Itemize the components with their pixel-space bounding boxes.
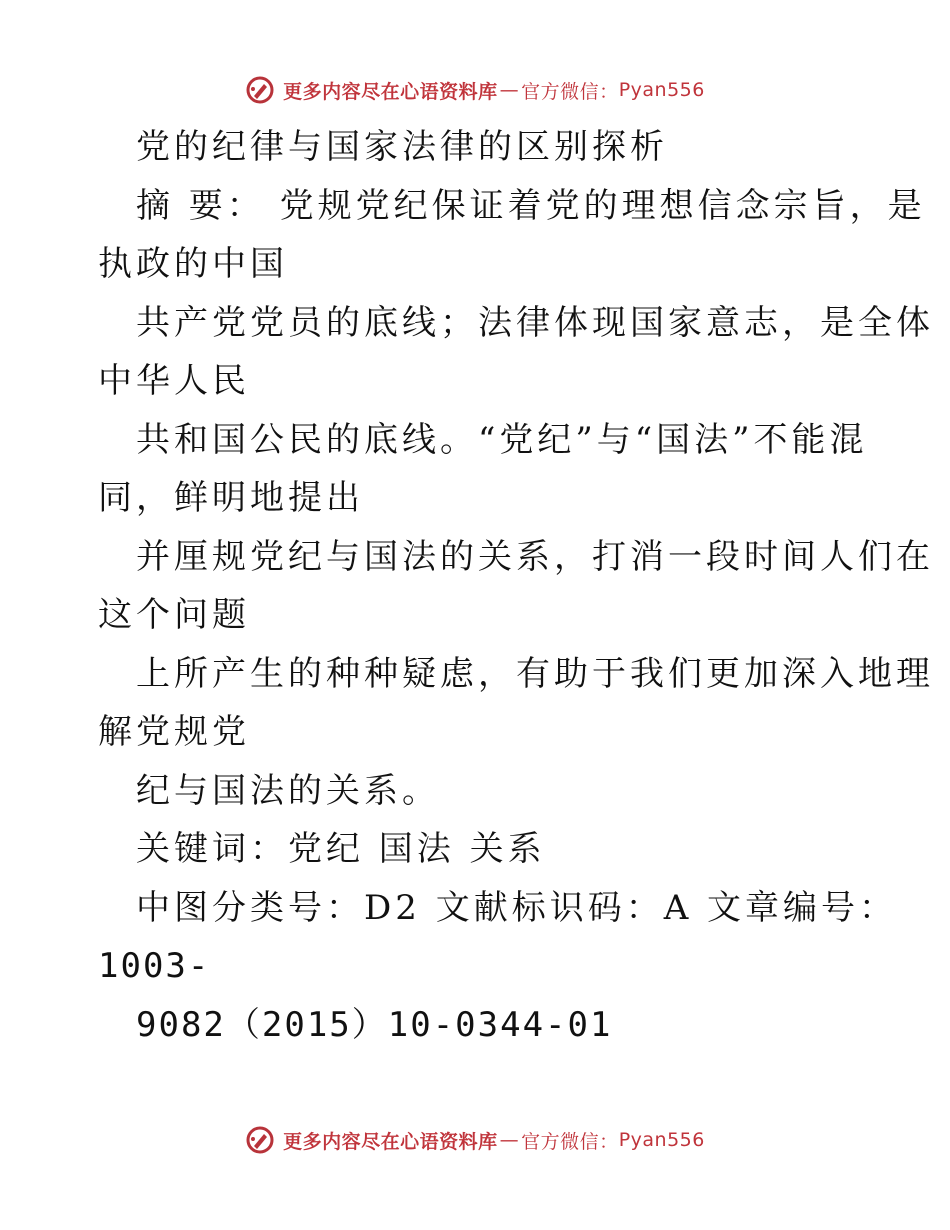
watermark-wechat-id: Pyan556 xyxy=(618,79,705,101)
watermark-wechat-id: Pyan556 xyxy=(618,1129,705,1151)
document-body xyxy=(98,118,934,1054)
abstract-line: 同，鲜明地提出 xyxy=(98,478,364,518)
document-title: 党的纪律与国家法律的区别探析 xyxy=(136,127,668,167)
abstract-line: 上所产生的种种疑虑，有助于我们更加深入地理 xyxy=(136,653,934,694)
abstract-line: 纪与国法的关系。 xyxy=(136,770,440,811)
abstract-line: 解党规党 xyxy=(98,712,250,752)
watermark-wechat-label: 官方微信： xyxy=(521,80,619,103)
footer-watermark xyxy=(0,1120,950,1160)
article-number-line: 1003- xyxy=(98,946,211,986)
abstract-line: 共产党党员的底线；法律体现国家意志，是全体 xyxy=(136,302,934,343)
abstract-line: 共和国公民的底线。“党纪”与“国法”不能混 xyxy=(136,419,868,460)
header-watermark xyxy=(0,70,950,110)
abstract-line: 摘 要： 党规党纪保证着党的理想信念宗旨，是 xyxy=(136,185,926,226)
brand-pen-logo-icon xyxy=(245,75,275,105)
watermark-brand-text: 更多内容尽在心语资料库 xyxy=(283,80,498,103)
abstract-line: 中华人民 xyxy=(98,361,250,401)
article-number-line: 9082（2015）10-0344-01 xyxy=(136,1004,613,1045)
watermark-wechat-label: 官方微信： xyxy=(521,1130,619,1153)
keywords-line: 关键词：党纪 国法 关系 xyxy=(136,829,546,869)
watermark-dash: — xyxy=(499,1129,520,1151)
watermark-dash: — xyxy=(499,79,520,101)
abstract-line: 并厘规党纪与国法的关系，打消一段时间人们在 xyxy=(136,536,934,577)
abstract-line: 执政的中国 xyxy=(98,244,288,284)
watermark-brand-text: 更多内容尽在心语资料库 xyxy=(283,1130,498,1153)
classification-line: 中图分类号：D2 文献标识码：A 文章编号： xyxy=(136,887,898,928)
brand-pen-logo-icon xyxy=(245,1125,275,1155)
abstract-line: 这个问题 xyxy=(98,595,250,635)
